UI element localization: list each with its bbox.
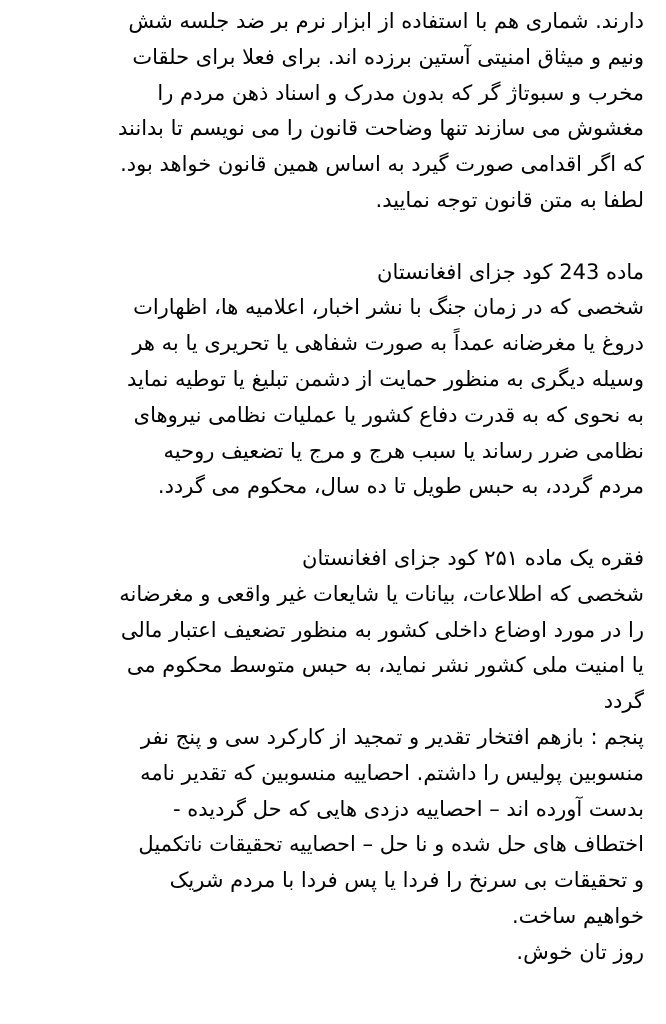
text-line: گردد <box>603 689 644 714</box>
text-line: مخرب و سبوتاژ گر که بدون مدرک و اسناد ذهن مردم را <box>157 80 644 105</box>
text-line: و تحقیقات بی سرنخ را فردا یا پس فردا با مردم شریک <box>169 868 644 893</box>
text-line: خواهیم ساخت. <box>512 903 644 928</box>
text-line: وسیله دیگری به منظور حمایت از دشمن تبلیغ یا توطیه نماید <box>127 366 644 391</box>
text-line: دروغ یا مغرضانه عمداً به صورت شفاهی یا تحریری یا به هر <box>132 331 644 356</box>
text-line: را در مورد اوضاع داخلی کشور به منظور تضعیف اعتبار مالی <box>120 617 644 642</box>
article-251-heading: فقره یک ماده ۲۵۱ کود جزای افغانستان <box>302 545 644 570</box>
text-line: شخصی که در زمان جنگ با نشر اخبار، اعلامیه ها، اظهارات <box>133 295 644 320</box>
text-line: دارند. شماری هم با استفاده از ابزار نرم بر ضد جلسه شش <box>128 9 644 33</box>
text-line: شخصی که اطلاعات، بیانات یا شایعات غیر واقعی و مغرضانه <box>119 581 644 606</box>
text-line: لطفا به متن قانون توجه نمایید. <box>375 187 644 212</box>
text-line: پنجم : بازهم افتخار تقدیر و تمجید از کارکرد سی و پنج نفر <box>140 724 644 749</box>
text-line: به نحوی که به قدرت دفاع کشور یا عملیات نظامی نیروهای <box>133 402 644 427</box>
text-line: ونیم و میثاق امنیتی آستین برزده اند. برای فعلا برای حلقات <box>132 44 644 69</box>
text-line: نظامی ضرر رساند یا سبب هرج و مرج یا تضعیف روحیه <box>163 438 644 463</box>
text-line: بدست آورده اند – احصاییه دزدی هایی که حل گردیده - <box>172 796 644 821</box>
text-line: که اگر اقدامی صورت گیرد به اساس همین قانون خواهد بود. <box>120 152 644 177</box>
article-243-heading: ماده 243 کود جزای افغانستان <box>377 259 644 284</box>
closing-line: روز تان خوش. <box>516 939 644 964</box>
text-line: منسوبین پولیس را داشتم. احصاییه منسوبین که تقدیر نامه <box>140 760 644 785</box>
paragraph-spacer <box>22 505 644 541</box>
text-line: مردم گردد، به حبس طویل تا ده سال، محکوم می گردد. <box>157 474 644 499</box>
paragraph-spacer <box>22 219 644 255</box>
text-line: مغشوش می سازند تنها وضاحت قانون را می نویسم تا بدانند <box>117 116 644 141</box>
text-line: اختطاف های حل شده و نا حل – احصاییه تحقیقات ناتکمیل <box>138 832 644 857</box>
text-line: یا امنیت ملی کشور نشر نماید، به حبس متوسط محکوم می <box>126 653 644 678</box>
